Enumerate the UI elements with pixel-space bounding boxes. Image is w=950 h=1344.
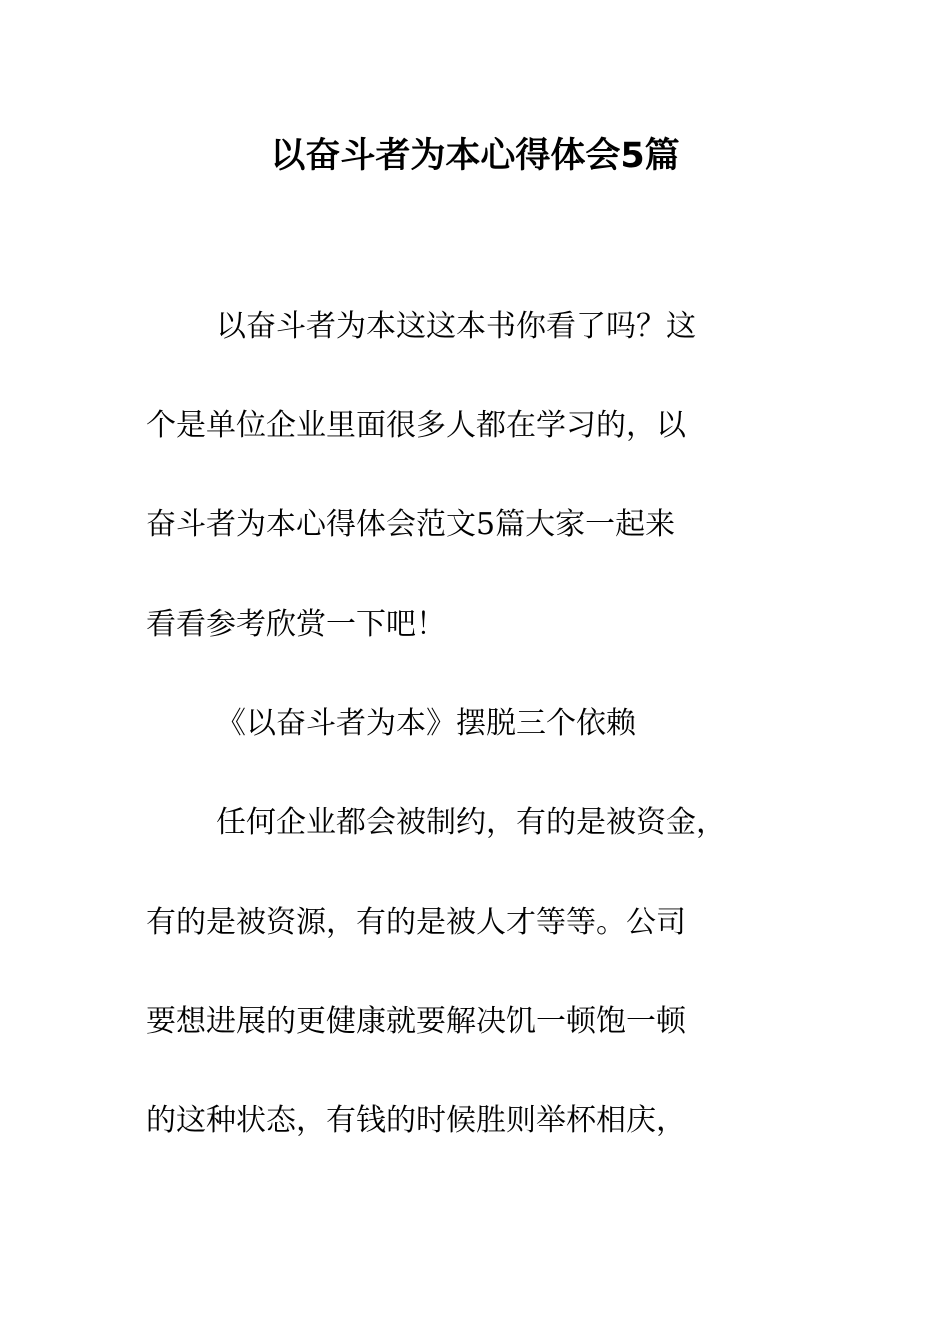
- paragraph-3-line-3: 要想进展的更健康就要解决饥一顿饱一顿: [146, 1004, 686, 1039]
- paragraph-3-line-4: 的这种状态，有钱的时候胜则举杯相庆，: [146, 1103, 686, 1138]
- paragraph-1-line-4: 看看参考欣赏一下吧！: [146, 607, 446, 642]
- paragraph-2-heading: 《以奋斗者为本》摆脱三个依赖: [216, 706, 636, 741]
- document-title: 以奋斗者为本心得体会5篇: [270, 136, 680, 176]
- paragraph-3-line-1: 任何企业都会被制约，有的是被资金，: [216, 805, 726, 840]
- paragraph-1-line-3: 奋斗者为本心得体会范文5篇大家一起来: [146, 507, 676, 542]
- paragraph-1-line-2: 个是单位企业里面很多人都在学习的，以: [146, 408, 686, 443]
- paragraph-1-line-1: 以奋斗者为本这这本书你看了吗？这: [216, 309, 696, 344]
- paragraph-3-line-2: 有的是被资源，有的是被人才等等。公司: [146, 905, 686, 940]
